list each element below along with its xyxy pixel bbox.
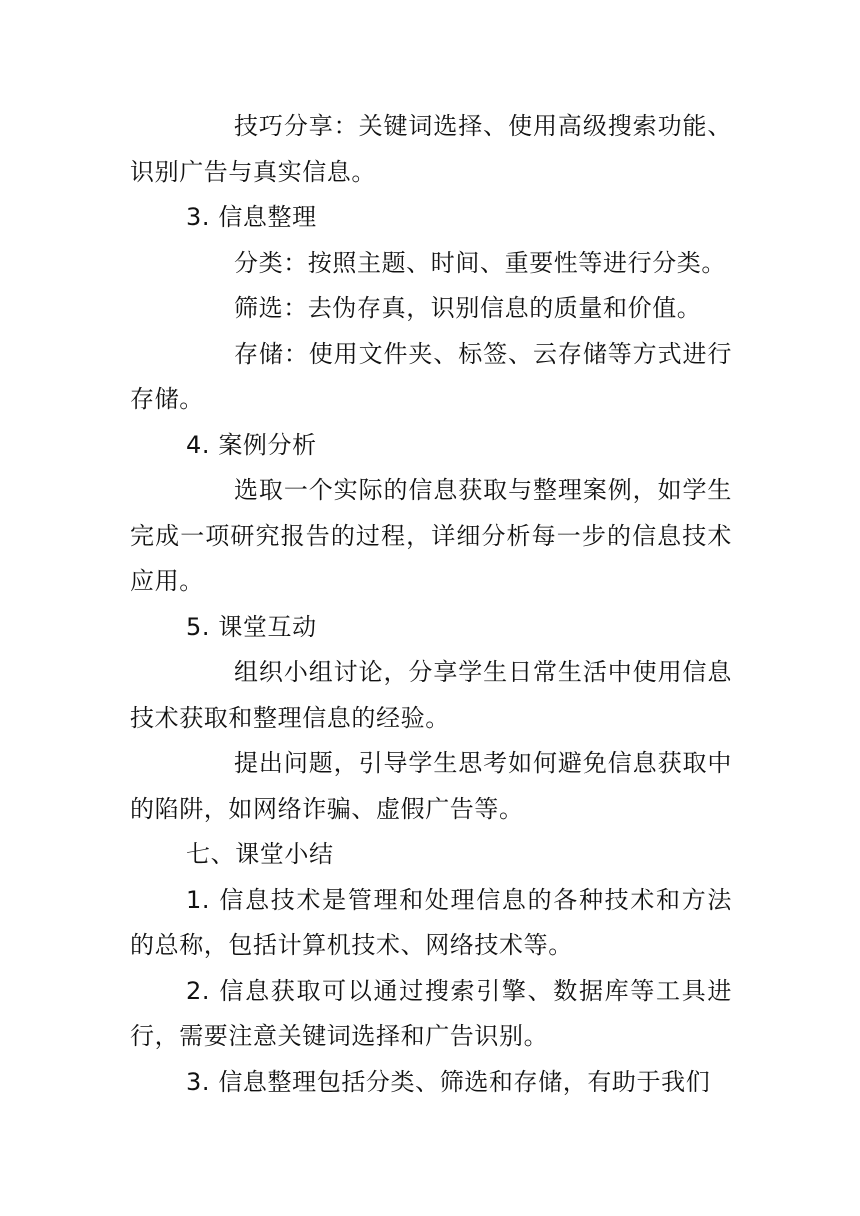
- paragraph-classify: 分类：按照主题、时间、重要性等进行分类。: [234, 248, 726, 277]
- paragraph-tips: 技巧分享：关键词选择、使用高级搜索功能、识别广告与真实信息。: [130, 112, 732, 186]
- heading-class-summary: 七、课堂小结: [186, 840, 334, 868]
- summary-item-3: 3. 信息整理包括分类、筛选和存储，有助于我们: [186, 1067, 711, 1096]
- heading-class-interaction: 5. 课堂互动: [186, 612, 317, 641]
- paragraph-filter: 筛选：去伪存真，识别信息的质量和价值。: [234, 294, 702, 322]
- document-page: [130, 104, 732, 1105]
- heading-case-analysis: 4. 案例分析: [186, 430, 317, 459]
- summary-item-2: 2. 信息获取可以通过搜索引擎、数据库等工具进行，需要注意关键词选择和广告识别。: [130, 976, 732, 1050]
- paragraph-storage: 存储：使用文件夹、标签、云存储等方式进行存储。: [130, 339, 732, 413]
- summary-item-1: 1. 信息技术是管理和处理信息的各种技术和方法的总称，包括计算机技术、网络技术等。: [130, 885, 732, 959]
- paragraph-questions: 提出问题，引导学生思考如何避免信息获取中的陷阱，如网络诈骗、虚假广告等。: [130, 749, 732, 823]
- paragraph-discussion: 组织小组讨论，分享学生日常生活中使用信息技术获取和整理信息的经验。: [130, 658, 732, 732]
- paragraph-case: 选取一个实际的信息获取与整理案例，如学生完成一项研究报告的过程，详细分析每一步的信息技术应用。: [130, 476, 732, 595]
- heading-info-organizing: 3. 信息整理: [186, 203, 317, 231]
